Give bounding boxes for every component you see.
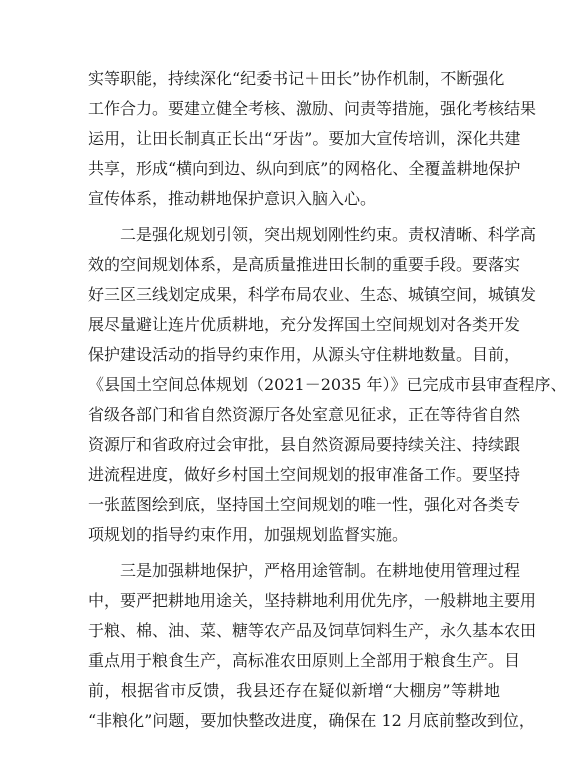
text-line: 工作合力。要建立健全考核、激励、问责等措施，强化考核结果 — [88, 99, 537, 118]
text-line: 二是强化规划引领，突出规划刚性约束。责权清晰、科学高 — [120, 225, 537, 244]
text-line: 好三区三线划定成果，科学布局农业、生态、城镇空间，城镇发 — [88, 285, 537, 304]
text-line: 于粮、棉、油、菜、糖等农产品及饲草饲料生产，永久基本农田 — [88, 621, 537, 640]
text-line: 宣传体系，推动耕地保护意识入脑入心。 — [88, 189, 377, 208]
text-line: 效的空间规划体系，是高质量推进田长制的重要手段。要落实 — [88, 255, 521, 274]
text-line: 重点用于粮食生产，高标准农田原则上全部用于粮食生产。目 — [88, 651, 521, 670]
paragraph-3 — [88, 556, 537, 736]
text-line: 资源厅和省政府过会审批，县自然资源局要持续关注、持续跟 — [88, 435, 521, 454]
body-text — [88, 64, 567, 736]
text-line: 共享，形成“横向到边、纵向到底”的网格化、全覆盖耕地保护 — [88, 159, 521, 178]
text-line: 运用，让田长制真正长出“牙齿”。要加大宣传培训，深化共建 — [88, 129, 521, 148]
paragraph-2 — [88, 220, 567, 550]
text-line: 保护建设活动的指导约束作用，从源头守住耕地数量。目前， — [88, 345, 521, 364]
text-line: 三是加强耕地保护，严格用途管制。在耕地使用管理过程 — [120, 561, 521, 580]
paragraph-1 — [88, 64, 537, 214]
text-line: 一张蓝图绘到底，坚持国土空间规划的唯一性，强化对各类专 — [88, 495, 521, 514]
text-line: 省级各部门和省自然资源厅各处室意见征求，正在等待省自然 — [88, 405, 521, 424]
text-line: 项规划的指导约束作用，加强规划监督实施。 — [88, 525, 409, 544]
text-line: 实等职能，持续深化“纪委书记＋田长”协作机制，不断强化 — [88, 69, 505, 88]
text-line: 中，要严把耕地用途关，坚持耕地利用优先序，一般耕地主要用 — [88, 591, 537, 610]
text-line: 进流程进度，做好乡村国土空间规划的报审准备工作。要坚持 — [88, 465, 521, 484]
text-line: 展尽量避让连片优质耕地，充分发挥国土空间规划对各类开发 — [88, 315, 521, 334]
text-line: “非粮化”问题，要加快整改进度，确保在 12 月底前整改到位， — [88, 711, 535, 730]
text-line: 《县国土空间总体规划（2021－2035 年）》已完成市县审查程序、 — [88, 375, 567, 394]
text-line: 前，根据省市反馈，我县还存在疑似新增“大棚房”等耕地 — [88, 681, 500, 700]
